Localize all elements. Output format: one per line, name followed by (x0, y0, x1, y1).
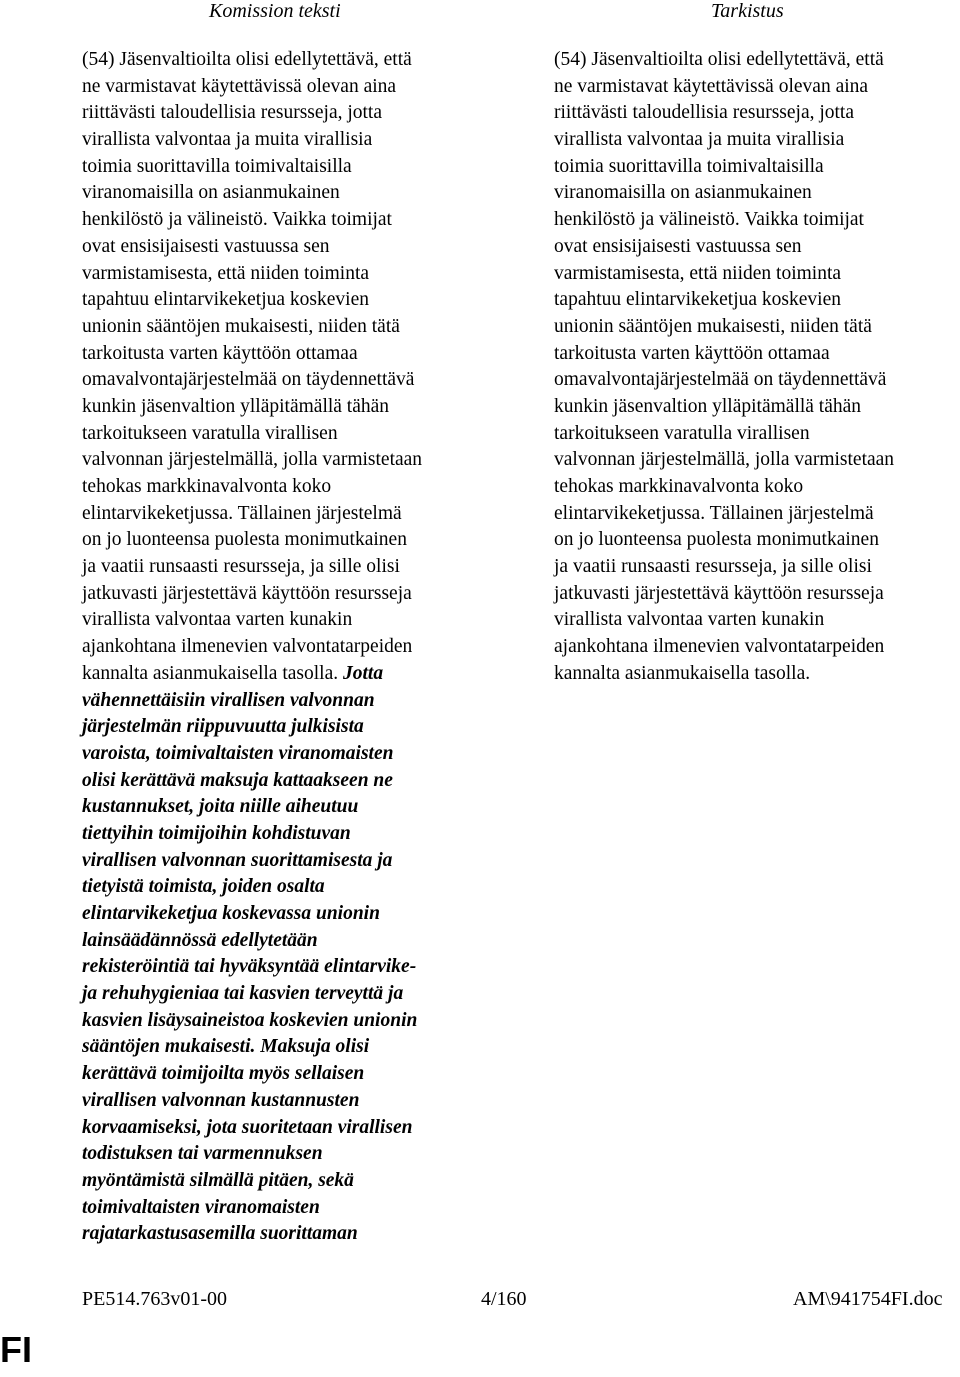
text-segment: henkilöstö ja välineistö. Vaikka toimijat (82, 209, 392, 231)
text-segment: (54) Jäsenvaltioilta olisi edellytettävä, että (554, 49, 884, 70)
text-line (82, 1195, 502, 1222)
text-line (554, 74, 960, 101)
text-line (554, 341, 960, 368)
text-segment: ovat ensisijaisesti vastuussa sen (554, 235, 802, 257)
added-text-segment: kustannukset, joita niille aiheutuu (82, 796, 359, 818)
text-line (82, 501, 502, 528)
text-segment: kannalta asianmukaisella tasolla. (82, 662, 343, 684)
text-line (82, 874, 502, 901)
header-original-text: Komission teksti (209, 0, 341, 22)
footer-file-name: AM\941754FI.doc (793, 1288, 943, 1310)
added-text-segment: toimivaltaisten viranomaisten (82, 1196, 320, 1218)
text-segment: tapahtuu elintarvikeketjua koskevien (82, 289, 369, 311)
text-line (82, 661, 502, 688)
text-line (554, 100, 960, 127)
text-segment: virallista valvontaa ja muita virallisia (554, 129, 845, 151)
text-segment: tehokas markkinavalvonta koko (554, 476, 804, 497)
header-amendment: Tarkistus (711, 0, 784, 22)
text-line (82, 1034, 502, 1061)
text-segment: toimia suorittavilla toimivaltaisilla (554, 155, 824, 177)
text-line (82, 261, 502, 288)
added-text-segment: kerättävä toimijoilta myös sellaisen (82, 1063, 365, 1085)
text-segment: viranomaisilla on asianmukainen (554, 182, 812, 204)
text-line (82, 1088, 502, 1115)
text-line (82, 794, 502, 821)
language-code: FI (0, 1329, 32, 1370)
text-segment: elintarvikeketjussa. Tällainen järjestelmä (82, 502, 402, 524)
footer-doc-ref: PE514.763v01-00 (82, 1288, 227, 1310)
footer-page-number: 4/160 (481, 1288, 527, 1310)
text-segment: unionin sääntöjen mukaisesti, niiden tätä (82, 315, 400, 337)
text-segment: ajankohtana ilmenevien valvontatarpeiden (554, 636, 885, 658)
text-line (554, 447, 960, 474)
text-segment: ja vaatii runsaasti resursseja, ja sille olisi (554, 556, 872, 578)
text-line (82, 1008, 502, 1035)
text-line (554, 314, 960, 341)
text-line (82, 607, 502, 634)
text-segment: tarkoitusta varten käyttöön ottamaa (554, 342, 830, 364)
text-line (82, 474, 502, 501)
text-line (82, 314, 502, 341)
text-line (82, 74, 502, 101)
text-segment: omavalvontajärjestelmää on täydennettävä (82, 369, 415, 391)
text-line (82, 421, 502, 448)
added-text-segment: tiettyihin toimijoihin kohdistuvan (82, 822, 351, 844)
text-line (554, 154, 960, 181)
text-line (82, 1168, 502, 1195)
added-text-segment: korvaamiseksi, jota suoritetaan virallisen (82, 1116, 413, 1138)
text-line (82, 127, 502, 154)
text-segment: virallista valvontaa ja muita virallisia (82, 129, 373, 151)
text-line (82, 47, 502, 74)
text-line (554, 421, 960, 448)
text-line (82, 954, 502, 981)
text-line (82, 367, 502, 394)
text-segment: valvonnan järjestelmällä, jolla varmistetaan (554, 449, 895, 471)
text-segment: unionin sääntöjen mukaisesti, niiden tätä (554, 315, 872, 337)
added-text-segment: todistuksen tai varmennuksen (82, 1143, 323, 1165)
added-text-segment: virallisen valvonnan suorittamisesta ja (82, 849, 393, 871)
text-segment: ja vaatii runsaasti resursseja, ja sille olisi (82, 556, 400, 578)
text-line (554, 367, 960, 394)
added-text-segment: elintarvikeketjua koskevassa unionin (82, 903, 380, 924)
text-line (82, 287, 502, 314)
added-text-segment: vähennettäisiin virallisen valvonnan (82, 689, 375, 711)
text-line (554, 661, 960, 688)
text-line (82, 1115, 502, 1142)
text-segment: varmistamisesta, että niiden toiminta (554, 262, 842, 284)
text-segment: kunkin jäsenvaltion ylläpitämällä tähän (82, 395, 390, 417)
text-line (82, 207, 502, 234)
text-segment: ne varmistavat käytettävissä olevan aina (554, 75, 869, 97)
text-line (82, 154, 502, 181)
text-line (82, 714, 502, 741)
text-line (82, 1141, 502, 1168)
text-line (554, 607, 960, 634)
text-line (82, 981, 502, 1008)
added-text-segment: virallisen valvonnan kustannusten (82, 1089, 360, 1111)
text-line (554, 394, 960, 421)
text-line (82, 527, 502, 554)
text-segment: tarkoitukseen varatulla virallisen (554, 422, 810, 444)
text-line (82, 928, 502, 955)
text-line (82, 581, 502, 608)
text-line (554, 180, 960, 207)
text-line (82, 848, 502, 875)
text-line (554, 261, 960, 288)
text-line (82, 741, 502, 768)
text-line (82, 234, 502, 261)
text-line (554, 501, 960, 528)
text-segment: tapahtuu elintarvikeketjua koskevien (554, 289, 841, 311)
added-text-segment: kasvien lisäysaineistoa koskevien unionin (82, 1009, 418, 1031)
text-line (82, 341, 502, 368)
text-line (82, 100, 502, 127)
amendment-text-column (554, 47, 960, 688)
text-segment: tarkoitusta varten käyttöön ottamaa (82, 342, 358, 364)
text-line (554, 207, 960, 234)
text-segment: kannalta asianmukaisella tasolla. (554, 662, 811, 684)
text-line (82, 554, 502, 581)
text-segment: varmistamisesta, että niiden toiminta (82, 262, 370, 284)
text-segment: henkilöstö ja välineistö. Vaikka toimijat (554, 209, 864, 231)
text-line (554, 527, 960, 554)
text-line (82, 634, 502, 661)
text-segment: on jo luonteensa puolesta monimutkainen (554, 529, 879, 551)
text-segment: omavalvontajärjestelmää on täydennettävä (554, 369, 887, 391)
text-segment: ovat ensisijaisesti vastuussa sen (82, 235, 330, 257)
text-segment: toimia suorittavilla toimivaltaisilla (82, 155, 352, 177)
text-segment: tarkoitukseen varatulla virallisen (82, 422, 338, 444)
text-line (82, 901, 502, 928)
text-line (82, 688, 502, 715)
text-line (554, 474, 960, 501)
added-text-segment: myöntämistä silmällä pitäen, sekä (82, 1169, 354, 1191)
text-line (554, 47, 960, 74)
text-segment: elintarvikeketjussa. Tällainen järjestelmä (554, 502, 874, 524)
text-segment: jatkuvasti järjestettävä käyttöön resursseja (82, 582, 412, 604)
added-text-segment: rekisteröintiä tai hyväksyntää elintarvike- (82, 956, 417, 978)
text-line (554, 634, 960, 661)
added-text-segment: Jotta (343, 662, 384, 684)
text-line (82, 180, 502, 207)
text-segment: ne varmistavat käytettävissä olevan aina (82, 75, 397, 97)
added-text-segment: ja rehuhygieniaa tai kasvien terveyttä ja (82, 983, 404, 1005)
text-line (554, 287, 960, 314)
text-segment: jatkuvasti järjestettävä käyttöön resursseja (554, 582, 884, 604)
added-text-segment: olisi kerättävä maksuja kattaakseen ne (82, 769, 393, 791)
text-segment: tehokas markkinavalvonta koko (82, 476, 332, 497)
text-line (82, 447, 502, 474)
added-text-segment: tietyistä toimista, joiden osalta (82, 876, 325, 898)
text-segment: valvonnan järjestelmällä, jolla varmistetaan (82, 449, 423, 471)
text-segment: ajankohtana ilmenevien valvontatarpeiden (82, 636, 413, 658)
text-segment: virallista valvontaa varten kunakin (82, 609, 353, 631)
original-text-column (82, 47, 502, 1248)
text-segment: riittävästi taloudellisia resursseja, jotta (82, 102, 383, 124)
text-line (554, 581, 960, 608)
text-segment: kunkin jäsenvaltion ylläpitämällä tähän (554, 395, 862, 417)
text-line (82, 1061, 502, 1088)
text-segment: viranomaisilla on asianmukainen (82, 182, 340, 204)
text-line (554, 127, 960, 154)
text-line (82, 394, 502, 421)
text-segment: on jo luonteensa puolesta monimutkainen (82, 529, 407, 551)
text-line (82, 1221, 502, 1248)
added-text-segment: sääntöjen mukaisesti. Maksuja olisi (82, 1036, 370, 1058)
text-line (82, 768, 502, 795)
added-text-segment: varoista, toimivaltaisten viranomaisten (82, 742, 394, 764)
text-line (554, 234, 960, 261)
added-text-segment: lainsäädännössä edellytetään (82, 929, 318, 951)
text-segment: virallista valvontaa varten kunakin (554, 609, 825, 631)
text-segment: riittävästi taloudellisia resursseja, jotta (554, 102, 855, 124)
text-line (554, 554, 960, 581)
text-segment: (54) Jäsenvaltioilta olisi edellytettävä, että (82, 49, 412, 70)
added-text-segment: järjestelmän riippuvuutta julkisista (82, 716, 364, 738)
text-line (82, 821, 502, 848)
added-text-segment: rajatarkastusasemilla suorittaman (82, 1223, 358, 1245)
